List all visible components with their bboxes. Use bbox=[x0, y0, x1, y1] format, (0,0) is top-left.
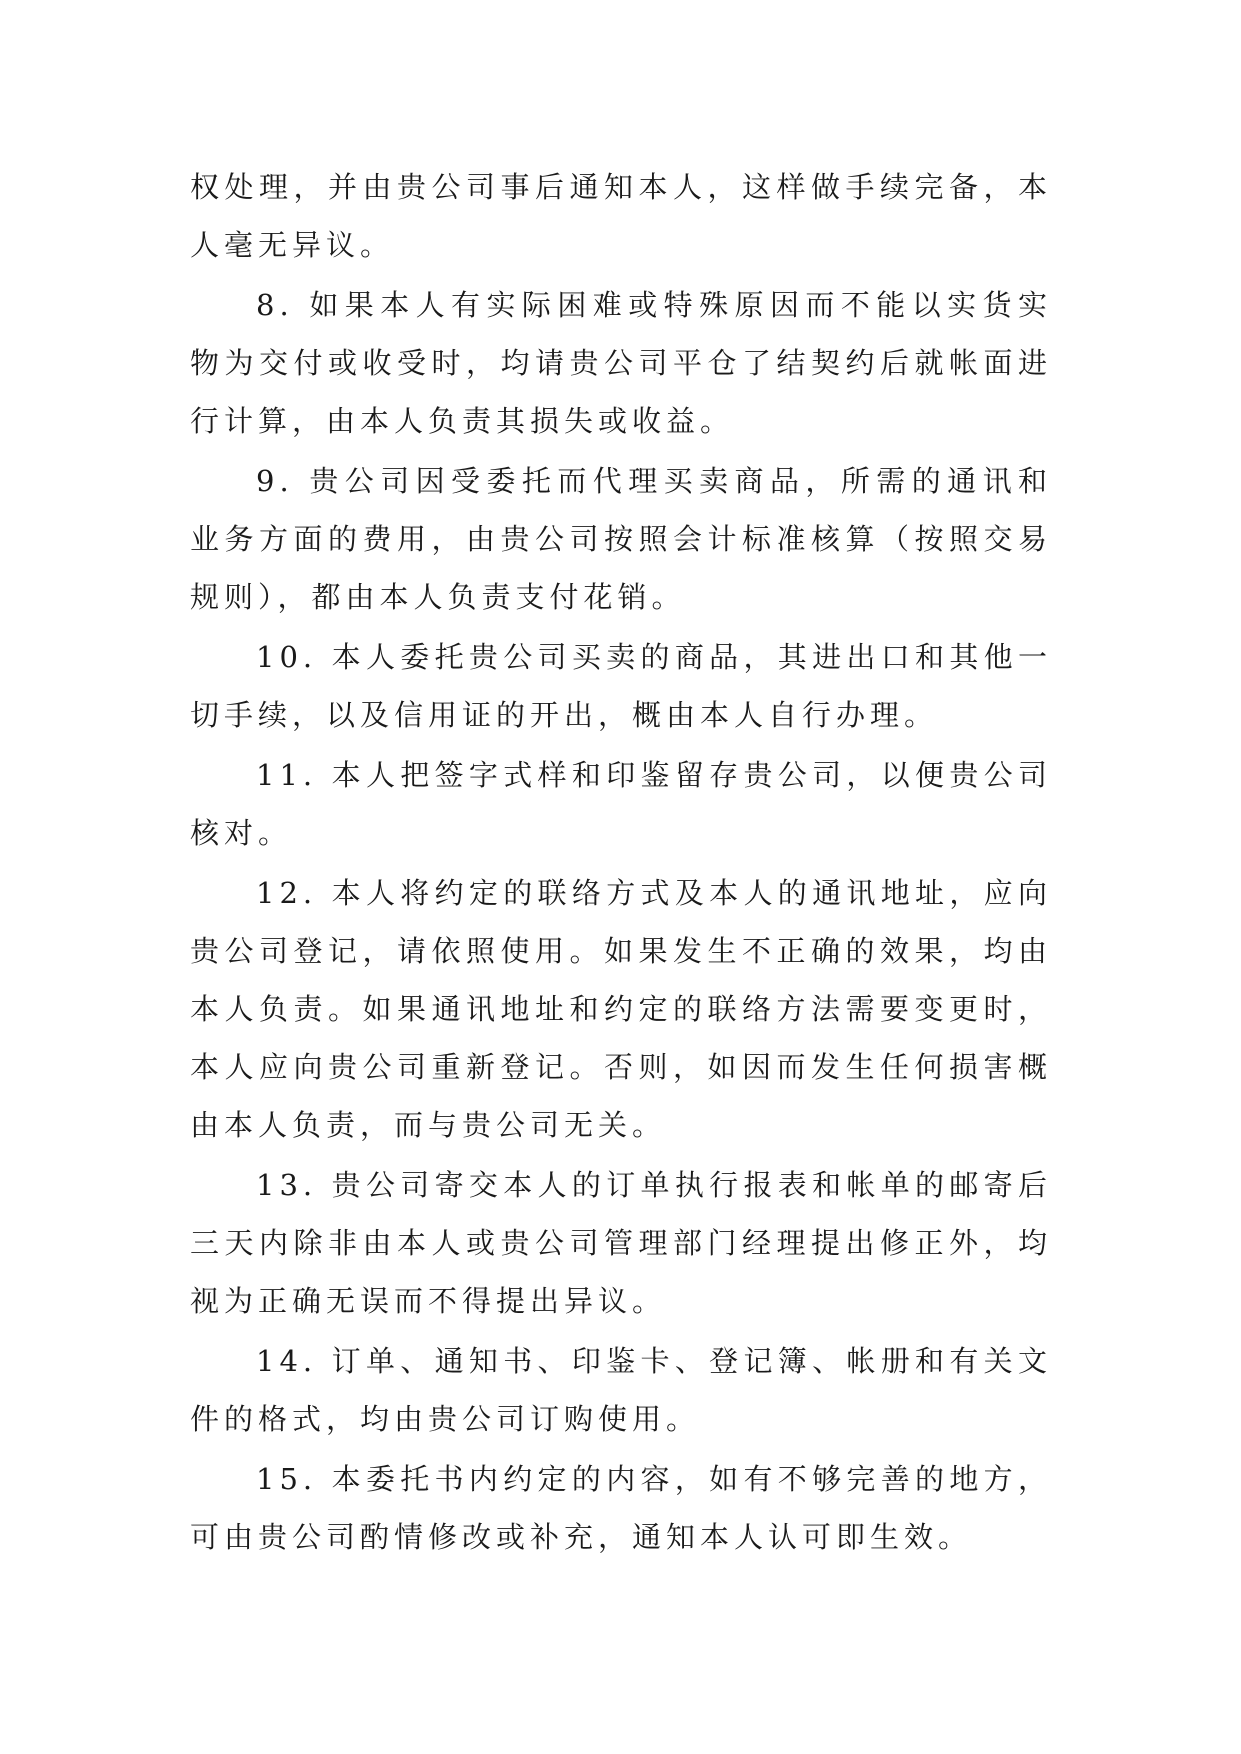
clause-15: 15. 本委托书内约定的内容，如有不够完善的地方，可由贵公司酌情修改或补充，通知本人认可即生效。 bbox=[190, 1462, 1052, 1554]
paragraph-continuation: 权处理，并由贵公司事后通知本人，这样做手续完备，本人毫无异议。 bbox=[190, 170, 1052, 262]
clause-10: 10. 本人委托贵公司买卖的商品，其进出口和其他一切手续，以及信用证的开出，概由本人自行办理。 bbox=[190, 640, 1052, 732]
document-body bbox=[190, 158, 1052, 1568]
clause-12: 12. 本人将约定的联络方式及本人的通讯地址，应向贵公司登记，请依照使用。如果发生不正确的效果，均由本人负责。如果通讯地址和约定的联络方法需要变更时，本人应向贵公司重新登记。否则，如因而发生任何损害概由本人负责，而与贵公司无关。 bbox=[190, 876, 1052, 1142]
clause-8: 8. 如果本人有实际困难或特殊原因而不能以实货实物为交付或收受时，均请贵公司平仓了结契约后就帐面进行计算，由本人负责其损失或收益。 bbox=[190, 288, 1052, 438]
clause-11: 11. 本人把签字式样和印鉴留存贵公司，以便贵公司核对。 bbox=[190, 758, 1052, 850]
clause-9: 9. 贵公司因受委托而代理买卖商品，所需的通讯和业务方面的费用，由贵公司按照会计标准核算（按照交易规则），都由本人负责支付花销。 bbox=[190, 464, 1052, 614]
clause-13: 13. 贵公司寄交本人的订单执行报表和帐单的邮寄后三天内除非由本人或贵公司管理部门经理提出修正外，均视为正确无误而不得提出异议。 bbox=[190, 1168, 1052, 1318]
clause-14: 14. 订单、通知书、印鉴卡、登记簿、帐册和有关文件的格式，均由贵公司订购使用。 bbox=[190, 1344, 1052, 1436]
